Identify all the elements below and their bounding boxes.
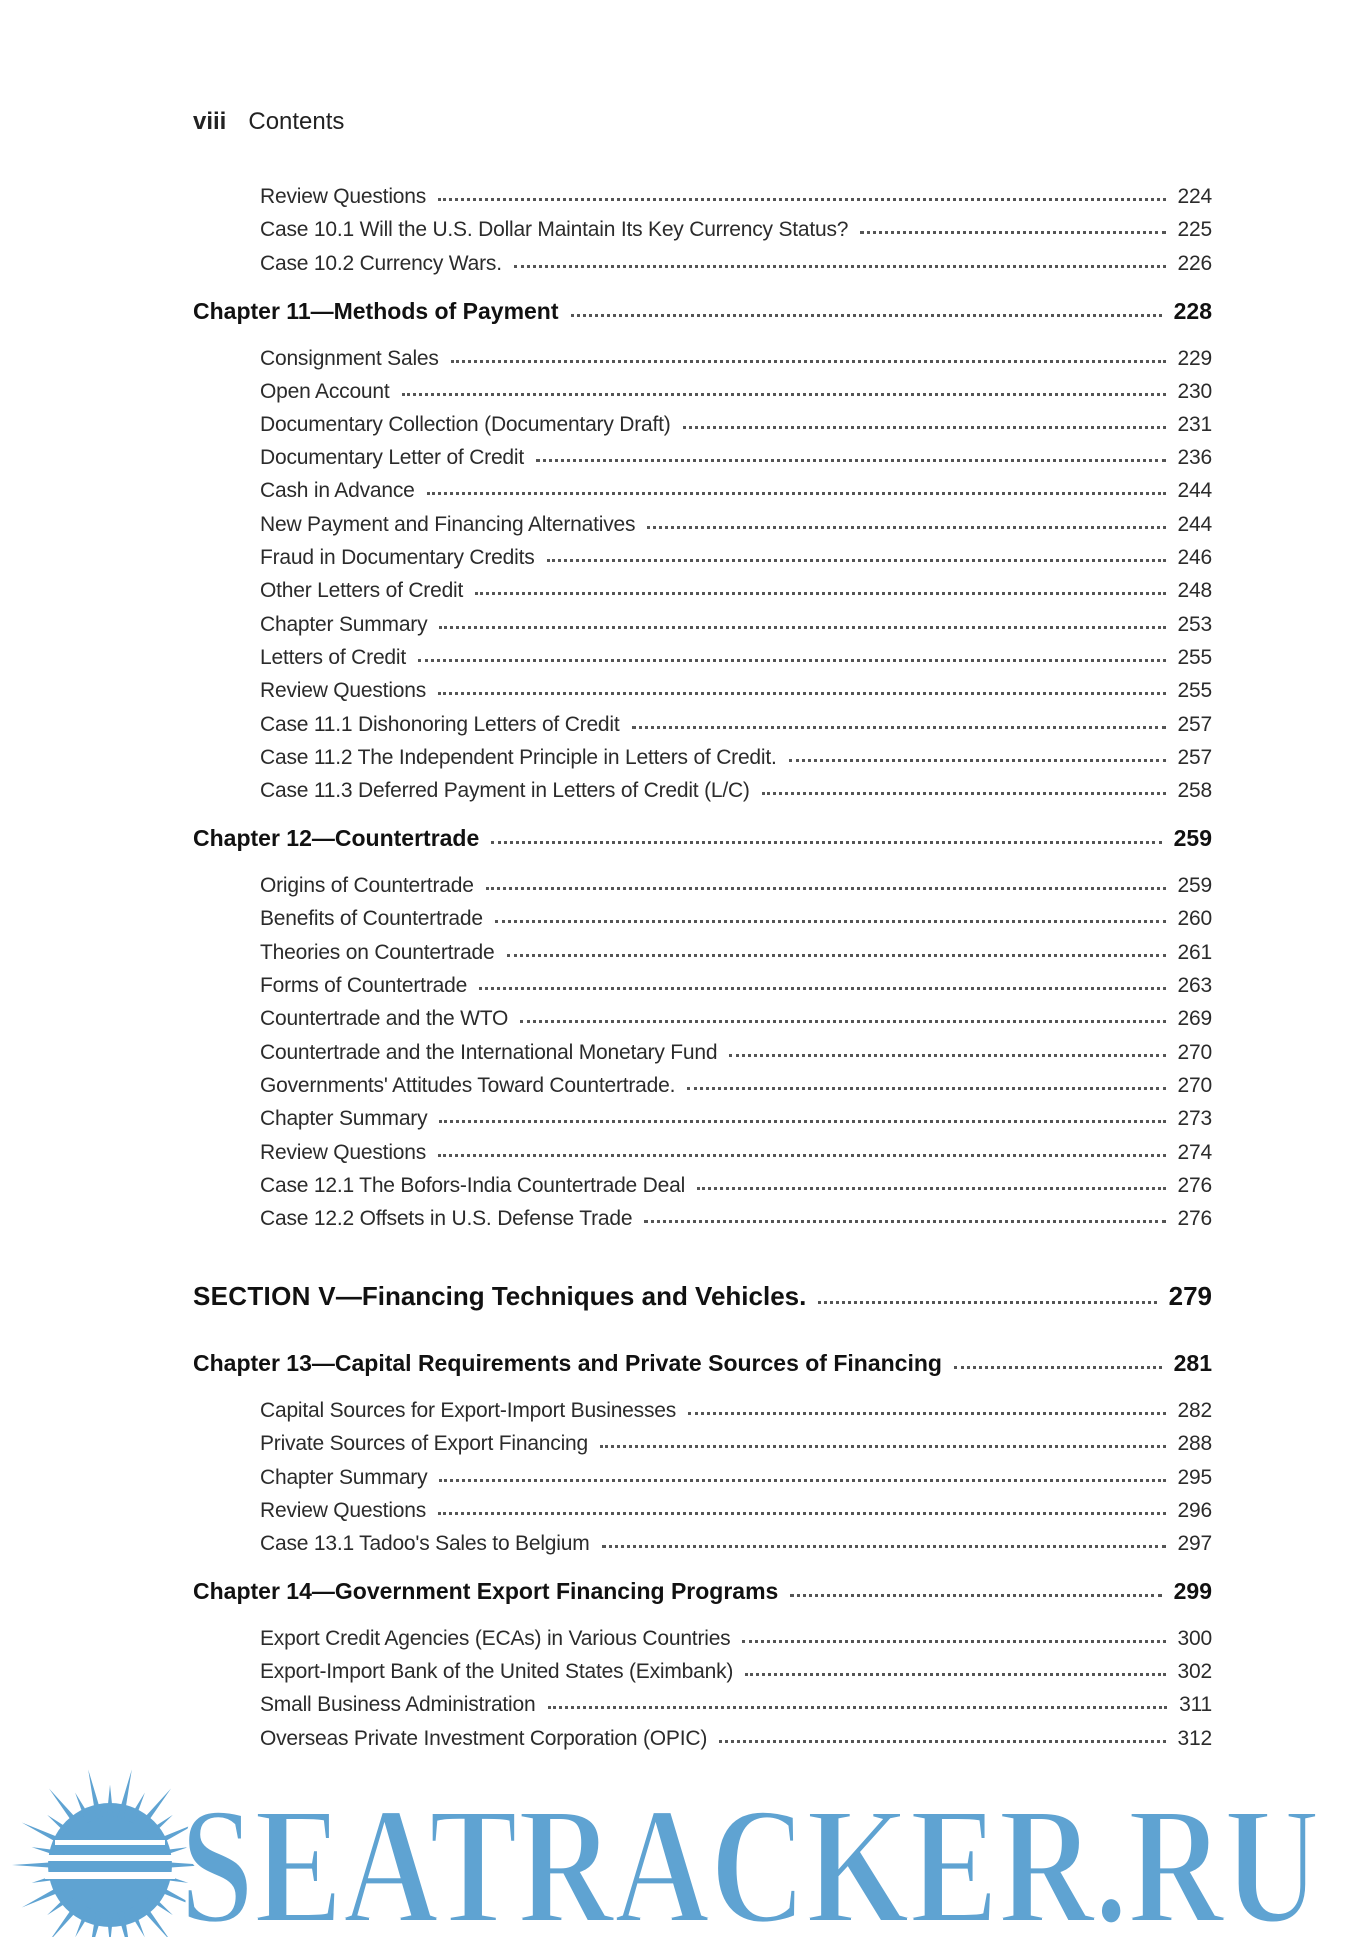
- leader-dots: [688, 1412, 1166, 1415]
- leader-dots: [439, 626, 1165, 629]
- sun-ray: [12, 1862, 62, 1869]
- sun-logo-icon: [12, 1769, 208, 1937]
- leader-dots: [438, 1512, 1166, 1515]
- toc-entry[interactable]: Fraud in Documentary Credits 246: [260, 546, 1212, 569]
- leader-dots: [602, 1545, 1166, 1548]
- leader-dots: [632, 726, 1166, 729]
- leader-dots: [475, 592, 1165, 595]
- leader-dots: [600, 1445, 1166, 1448]
- watermark-text: SEATRACKER.RU: [180, 1773, 1320, 1937]
- toc-entry[interactable]: Export-Import Bank of the United States (Eximbank) 302: [260, 1660, 1212, 1683]
- toc-entry[interactable]: Small Business Administration 311: [260, 1693, 1212, 1716]
- toc-entry[interactable]: Cash in Advance 244: [260, 479, 1212, 502]
- toc-entry[interactable]: Overseas Private Investment Corporation (OPIC) 312: [260, 1727, 1212, 1750]
- leader-dots: [762, 792, 1166, 795]
- leader-dots: [439, 1120, 1165, 1123]
- toc-entry[interactable]: Review Questions 274: [260, 1141, 1212, 1164]
- leader-dots: [548, 1706, 1168, 1709]
- leader-dots: [954, 1366, 1162, 1369]
- sun-ray: [107, 1785, 114, 1817]
- leader-dots: [860, 231, 1165, 234]
- chapter-heading[interactable]: Chapter 14—Government Export Financing Programs 299: [193, 1578, 1212, 1604]
- leader-dots: [479, 987, 1165, 990]
- watermark: [0, 1740, 1370, 1937]
- leader-dots: [647, 526, 1165, 529]
- toc-entry[interactable]: Countertrade and the International Monetary Fund 270: [260, 1041, 1212, 1064]
- toc-entry[interactable]: Forms of Countertrade 263: [260, 974, 1212, 997]
- leader-dots: [451, 360, 1166, 363]
- header-title: Contents: [248, 108, 345, 135]
- leader-dots: [729, 1054, 1165, 1057]
- leader-dots: [520, 1020, 1165, 1023]
- leader-dots: [547, 559, 1166, 562]
- toc-entry[interactable]: Case 13.1 Tadoo's Sales to Belgium 297: [260, 1532, 1212, 1555]
- running-header: [193, 108, 344, 136]
- leader-dots: [427, 492, 1166, 495]
- toc-entry[interactable]: Theories on Countertrade 261: [260, 941, 1212, 964]
- chapter-heading[interactable]: Chapter 13—Capital Requirements and Private Sources of Financing 281: [193, 1350, 1212, 1376]
- leader-dots: [818, 1301, 1156, 1304]
- section-title: —Financing Techniques and Vehicles.: [335, 1281, 807, 1311]
- leader-dots: [683, 426, 1166, 429]
- toc-entry[interactable]: Case 11.2 The Independent Principle in Letters of Credit. 257: [260, 746, 1212, 769]
- leader-dots: [439, 1479, 1165, 1482]
- toc-entry[interactable]: Case 10.2 Currency Wars. 226: [260, 252, 1212, 275]
- leader-dots: [742, 1640, 1165, 1643]
- chapter-heading[interactable]: Chapter 11—Methods of Payment 228: [193, 298, 1212, 324]
- toc-entry[interactable]: Case 12.1 The Bofors-India Countertrade Deal 276: [260, 1174, 1212, 1197]
- leader-dots: [514, 265, 1166, 268]
- toc-entry[interactable]: Countertrade and the WTO 269: [260, 1007, 1212, 1030]
- leader-dots: [438, 198, 1166, 201]
- toc-entry[interactable]: Review Questions 255: [260, 679, 1212, 702]
- toc-entry[interactable]: Review Questions 296: [260, 1499, 1212, 1522]
- toc-entry[interactable]: Private Sources of Export Financing 288: [260, 1432, 1212, 1455]
- toc-entry[interactable]: Review Questions 224: [260, 185, 1212, 208]
- leader-dots: [644, 1220, 1165, 1223]
- leader-dots: [790, 1594, 1161, 1597]
- toc-entry[interactable]: Export Credit Agencies (ECAs) in Various Countries 300: [260, 1627, 1212, 1650]
- toc-entry[interactable]: Origins of Countertrade 259: [260, 874, 1212, 897]
- toc-entry[interactable]: Case 11.3 Deferred Payment in Letters of Credit (L/C) 258: [260, 779, 1212, 802]
- toc-entry[interactable]: Documentary Collection (Documentary Draft) 231: [260, 413, 1212, 436]
- leader-dots: [402, 393, 1166, 396]
- toc-entry[interactable]: Letters of Credit 255: [260, 646, 1212, 669]
- page-number: viii: [193, 108, 227, 135]
- toc-entry[interactable]: New Payment and Financing Alternatives 244: [260, 513, 1212, 536]
- leader-dots: [507, 954, 1166, 957]
- leader-dots: [486, 887, 1166, 890]
- toc-entry[interactable]: Open Account 230: [260, 380, 1212, 403]
- leader-dots: [745, 1673, 1165, 1676]
- toc-entry[interactable]: Case 10.1 Will the U.S. Dollar Maintain Its Key Currency Status? 225: [260, 218, 1212, 241]
- leader-dots: [697, 1187, 1165, 1190]
- chapter-heading[interactable]: Chapter 12—Countertrade 259: [193, 825, 1212, 851]
- toc-entry[interactable]: Governments' Attitudes Toward Countertrade. 270: [260, 1074, 1212, 1097]
- toc-entry[interactable]: Capital Sources for Export-Import Businesses 282: [260, 1399, 1212, 1422]
- leader-dots: [418, 659, 1166, 662]
- leader-dots: [438, 1154, 1166, 1157]
- toc-entry[interactable]: Documentary Letter of Credit 236: [260, 446, 1212, 469]
- leader-dots: [495, 920, 1166, 923]
- leader-dots: [438, 692, 1166, 695]
- toc-entry[interactable]: Consignment Sales 229: [260, 347, 1212, 370]
- toc-entry[interactable]: Chapter Summary 253: [260, 613, 1212, 636]
- toc-entry[interactable]: Chapter Summary 273: [260, 1107, 1212, 1130]
- toc-entry[interactable]: Chapter Summary 295: [260, 1466, 1212, 1489]
- toc-entry[interactable]: Case 12.2 Offsets in U.S. Defense Trade 276: [260, 1207, 1212, 1230]
- leader-dots: [571, 314, 1162, 317]
- leader-dots: [491, 841, 1161, 844]
- leader-dots: [687, 1087, 1165, 1090]
- section-label: SECTION V: [193, 1281, 336, 1311]
- section-heading[interactable]: SECTION V—Financing Techniques and Vehicles. 279: [193, 1281, 1212, 1311]
- sun-disc: [48, 1803, 172, 1927]
- leader-dots: [789, 759, 1166, 762]
- leader-dots: [536, 459, 1166, 462]
- toc-entry[interactable]: Benefits of Countertrade 260: [260, 907, 1212, 930]
- toc-entry[interactable]: Case 11.1 Dishonoring Letters of Credit 257: [260, 713, 1212, 736]
- toc-entry[interactable]: Other Letters of Credit 248: [260, 579, 1212, 602]
